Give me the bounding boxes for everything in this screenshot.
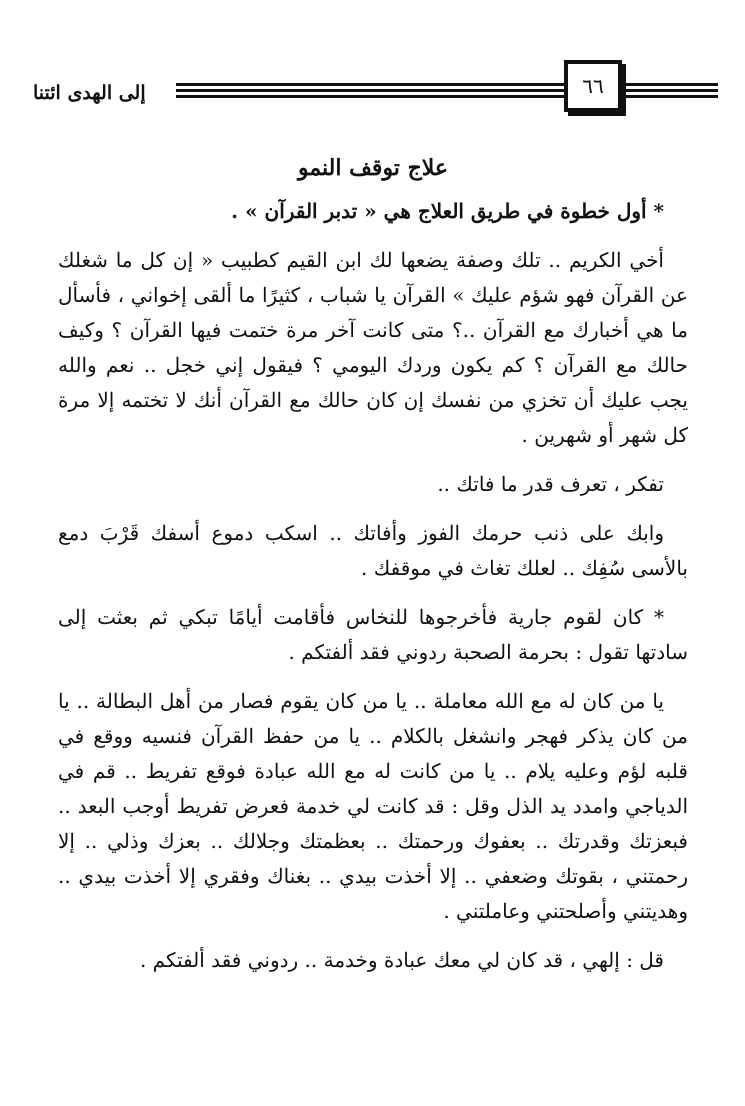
- paragraph: قل : إلهي ، قد كان لي معك عبادة وخدمة .. ردوني فقد ألفتكم .: [139, 948, 664, 972]
- paragraph: * أول خطوة في طريق العلاج هي « تدبر القرآن » .: [231, 199, 664, 223]
- header-rule: [176, 95, 564, 98]
- running-title: إلى الهدى ائتنا: [33, 82, 146, 104]
- page-header: [30, 60, 720, 120]
- header-rule: [176, 89, 564, 92]
- page-body: [58, 148, 688, 992]
- paragraph: * كان لقوم جارية فأخرجوها للنخاس فأقامت أيامًا تبكي ثم بعثت إلى سادتها تقول : بحرمة الصحبة ردوني فقد ألفتكم .: [58, 605, 688, 664]
- paragraph: تفكر ، تعرف قدر ما فاتك ..: [437, 472, 664, 496]
- paragraph: وابك على ذنب حرمك الفوز وأفاتك .. اسكب دموع أسفك قَرْبَ دمع بالأسى سُفِك .. لعلك تغاث في موقفك .: [58, 521, 688, 580]
- header-rule: [176, 83, 564, 86]
- section-title: علاج توقف النمو: [297, 155, 449, 181]
- paragraph: أخي الكريم .. تلك وصفة يضعها لك ابن القيم كطبيب « إن كل ما شغلك عن القرآن فهو شؤم عليك » القرآن يا شباب ، كثيرًا ما ألقى إخواني ، فأسأل ما هي أخبارك مع القرآن ..؟ متى كانت آخر مرة ختمت فيها القرآن ؟ وكيف حالك مع القرآن ؟ كم يكون وردك اليومي ؟ فيقول إني خجل .. نعم والله يجب عليك أن تخزي من نفسك إن كان حالك مع القرآن أنك لا تختمه إلا مرة كل شهر أو شهرين .: [58, 248, 688, 447]
- page-number: ٦٦: [564, 60, 622, 112]
- header-rule: [622, 83, 718, 86]
- header-rule: [622, 89, 718, 92]
- paragraph: يا من كان له مع الله معاملة .. يا من كان يقوم فصار من أهل البطالة .. يا من كان يذكر فهجر وانشغل بالكلام .. يا من حفظ القرآن فنسيه ووقع في قلبه لؤم وعليه يلام .. يا من كانت له مع الله عبادة فوقع تفريط .. قم في الدياجي وامدد يد الذل وقل : قد كانت لي خدمة فعرض تفريط أوجب البعد .. فبعزتك وقدرتك .. بعفوك ورحمتك .. بعظمتك وجلالك .. بعزك وذلي .. إلا رحمتني ، بقوتك وضعفي .. إلا أخذت بيدي .. بغناك وفقري إلا أخذت بيدي .. وهديتني وأصلحتني وعاملتني .: [58, 689, 688, 923]
- header-rule: [622, 95, 718, 98]
